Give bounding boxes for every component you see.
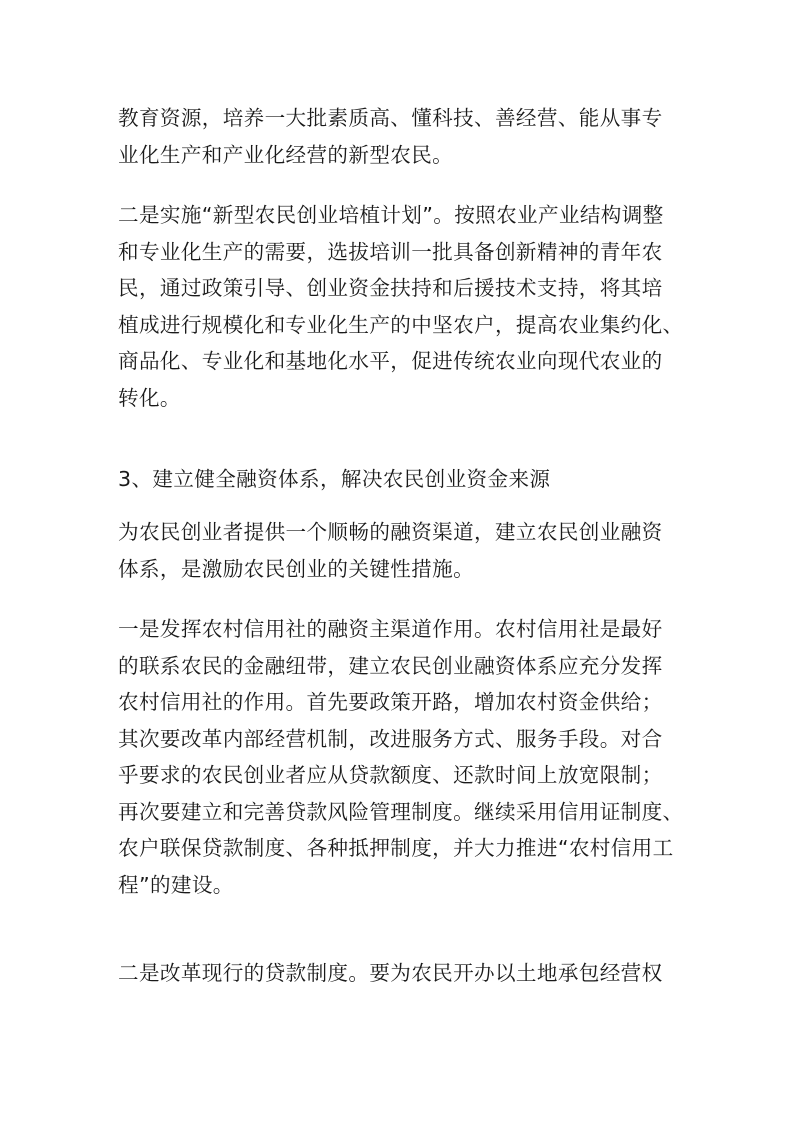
text-line: 乎要求的农民创业者应从贷款额度、还款时间上放宽限制； [118, 763, 663, 787]
section-heading-text: 3、建立健全融资体系，解决农民创业资金来源 [118, 467, 551, 491]
paragraph-new-farmers-education [118, 100, 663, 173]
text-line: 再次要建立和完善贷款风险管理制度。继续采用信用证制度、 [118, 799, 684, 824]
text-line: 民，通过政策引导、创业资金扶持和后援技术支持，将其培 [118, 276, 663, 300]
text-line: 程”的建设。 [118, 872, 234, 897]
text-line: 商品化、专业化和基地化水平，促进传统农业向现代农业的 [118, 349, 663, 373]
text-line: 二是实施“新型农民创业培植计划”。按照农业产业结构调整 [118, 203, 664, 227]
text-line: 为农民创业者提供一个顺畅的融资渠道，建立农民创业融资 [118, 520, 663, 544]
text-line: 体系，是激励农民创业的关键性措施。 [118, 556, 475, 581]
paragraph-rural-credit-cooperatives [118, 611, 683, 903]
paragraph-entrepreneurship-plan [118, 197, 683, 416]
text-line: 一是发挥农村信用社的融资主渠道作用。农村信用社是最好 [118, 617, 663, 641]
text-line: 业化生产和产业化经营的新型农民。 [118, 142, 454, 167]
text-line: 其次要改革内部经营机制，改进服务方式、服务手段。对合 [118, 726, 663, 751]
text-line: 植成进行规模化和专业化生产的中坚农户，提高农业集约化、 [118, 312, 684, 337]
text-line: 转化。 [118, 385, 181, 410]
section-heading-financing-system [118, 461, 550, 498]
text-line: 二是改革现行的贷款制度。要为农民开办以土地承包经营权 [118, 961, 663, 985]
text-line: 和专业化生产的需要，选拔培训一批具备创新精神的青年农 [118, 239, 663, 264]
paragraph-loan-system-reform [118, 955, 663, 992]
text-line: 的联系农民的金融纽带，建立农民创业融资体系应充分发挥 [118, 653, 663, 678]
text-line: 农村信用社的作用。首先要政策开路，增加农村资金供给； [118, 690, 663, 714]
paragraph-financing-channel [118, 514, 663, 587]
text-line: 农户联保贷款制度、各种抵押制度，并大力推进“农村信用工 [118, 836, 674, 860]
text-line: 教育资源，培养一大批素质高、懂科技、善经营、能从事专 [118, 106, 663, 130]
